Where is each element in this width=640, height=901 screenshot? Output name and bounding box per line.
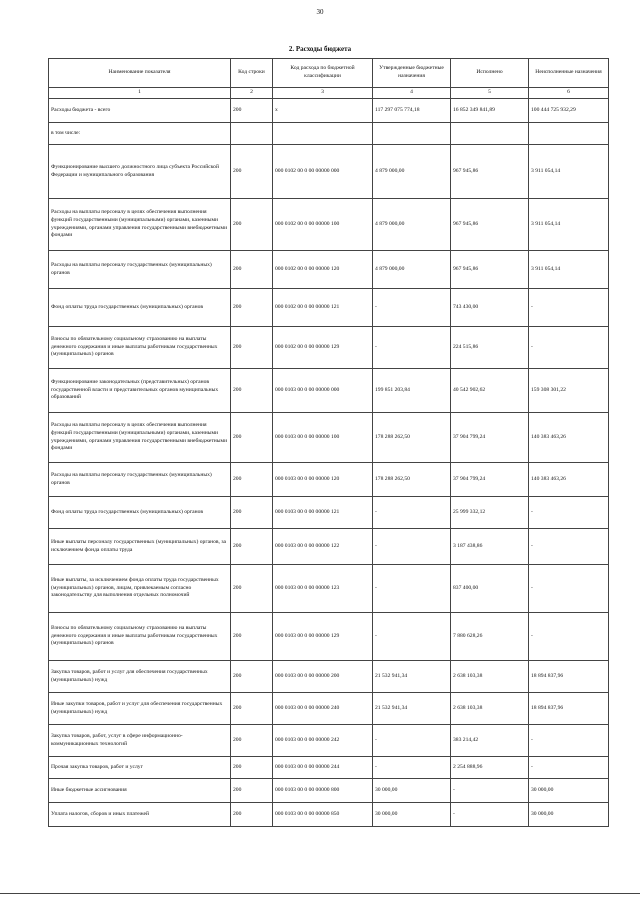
column-number: 5	[451, 88, 529, 99]
row-executed: 7 880 628,26	[451, 613, 529, 661]
row-expense-code: 000 0102 00 0 00 00000 000	[273, 145, 373, 199]
row-line-code: 200	[231, 779, 273, 803]
row-executed: 37 904 799,24	[451, 413, 529, 463]
table-row	[49, 369, 609, 413]
row-approved: -	[373, 529, 451, 565]
row-line-code: 200	[231, 327, 273, 369]
row-approved: 178 288 262,50	[373, 463, 451, 497]
row-approved: -	[373, 613, 451, 661]
table-row	[49, 463, 609, 497]
row-unexecuted	[529, 123, 609, 145]
table-row	[49, 725, 609, 757]
section-title: 2. Расходы бюджета	[288, 45, 352, 53]
row-expense-code: 000 0102 00 0 00 00000 120	[273, 251, 373, 289]
table-row	[49, 413, 609, 463]
header-executed: Исполнено	[451, 59, 529, 88]
row-name: Уплата налогов, сборов и иных платежей	[49, 803, 231, 827]
row-line-code: 200	[231, 565, 273, 613]
row-unexecuted: 159 308 301,22	[529, 369, 609, 413]
row-approved: 4 879 000,00	[373, 199, 451, 251]
header-indicator-name: Наименование показателя	[49, 59, 231, 88]
row-approved: 199 851 203,84	[373, 369, 451, 413]
row-unexecuted: 140 383 463,26	[529, 413, 609, 463]
row-name: Расходы бюджета - всего	[49, 99, 231, 123]
row-expense-code: 000 0103 00 0 00 00000 123	[273, 565, 373, 613]
row-approved	[373, 123, 451, 145]
row-executed: 3 187 438,86	[451, 529, 529, 565]
row-approved: -	[373, 725, 451, 757]
row-name: в том числе:	[49, 123, 231, 145]
row-approved: 178 288 262,50	[373, 413, 451, 463]
row-executed: 967 945,86	[451, 251, 529, 289]
row-executed: 743 430,00	[451, 289, 529, 327]
row-name: Расходы на выплаты персоналу в целях обеспечения выполнения функций государственными (муниципальными) органами, казенными учреждениями, органами управления государственными внебюджетными фондами	[49, 413, 231, 463]
row-expense-code: 000 0103 00 0 00 00000 120	[273, 463, 373, 497]
column-number: 2	[231, 88, 273, 99]
row-unexecuted: 3 911 054,14	[529, 251, 609, 289]
row-expense-code: 000 0103 00 0 00 00000 121	[273, 497, 373, 529]
row-unexecuted: 18 894 837,96	[529, 661, 609, 693]
row-line-code: 200	[231, 289, 273, 327]
row-line-code: 200	[231, 145, 273, 199]
row-expense-code: 000 0103 00 0 00 00000 800	[273, 779, 373, 803]
row-executed: 2 638 103,38	[451, 693, 529, 725]
row-approved: -	[373, 497, 451, 529]
row-unexecuted: -	[529, 327, 609, 369]
bottom-rule	[0, 893, 640, 894]
row-unexecuted: -	[529, 529, 609, 565]
row-line-code: 200	[231, 99, 273, 123]
row-expense-code: 000 0103 00 0 00 00000 244	[273, 757, 373, 779]
row-line-code: 200	[231, 613, 273, 661]
row-approved: 4 879 000,00	[373, 145, 451, 199]
column-number: 3	[273, 88, 373, 99]
row-unexecuted: -	[529, 757, 609, 779]
row-executed: 967 945,86	[451, 199, 529, 251]
column-number: 1	[49, 88, 231, 99]
row-line-code: 200	[231, 199, 273, 251]
row-approved: -	[373, 757, 451, 779]
row-expense-code: 000 0103 00 0 00 00000 122	[273, 529, 373, 565]
row-name: Иные выплаты, за исключением фонда оплаты труда государственных (муниципальных) органов, лицам, привлекаемым согласно законодательству для выполнения отдельных полномочий	[49, 565, 231, 613]
row-executed: 2 638 103,38	[451, 661, 529, 693]
row-approved: -	[373, 327, 451, 369]
row-approved: 30 000,00	[373, 803, 451, 827]
row-line-code: 200	[231, 803, 273, 827]
row-expense-code	[273, 123, 373, 145]
row-executed: 16 852 349 841,89	[451, 99, 529, 123]
table-row	[49, 123, 609, 145]
table-row	[49, 779, 609, 803]
row-name: Взносы по обязательному социальному страхованию на выплаты денежного содержания и иные выплаты работникам государственных (муниципальных) органов	[49, 613, 231, 661]
row-unexecuted: -	[529, 613, 609, 661]
row-name: Иные выплаты персоналу государственных (муниципальных) органов, за исключением фонда оплаты труда	[49, 529, 231, 565]
row-unexecuted: 18 894 837,96	[529, 693, 609, 725]
table-row	[49, 661, 609, 693]
row-unexecuted: -	[529, 289, 609, 327]
row-unexecuted: -	[529, 725, 609, 757]
row-unexecuted: -	[529, 497, 609, 529]
table-row	[49, 757, 609, 779]
row-unexecuted: 3 911 054,14	[529, 145, 609, 199]
table-row	[49, 327, 609, 369]
row-line-code: 200	[231, 251, 273, 289]
row-expense-code: 000 0102 00 0 00 00000 121	[273, 289, 373, 327]
row-line-code: 200	[231, 463, 273, 497]
header-line-code: Код строки	[231, 59, 273, 88]
row-name: Взносы по обязательному социальному страхованию на выплаты денежного содержания и иные выплаты работникам государственных (муниципальных) органов	[49, 327, 231, 369]
table-row	[49, 613, 609, 661]
row-unexecuted: 30 000,00	[529, 803, 609, 827]
row-expense-code: 000 0103 00 0 00 00000 000	[273, 369, 373, 413]
page-number: 30	[316, 8, 324, 16]
row-name: Закупка товаров, работ и услуг для обеспечения государственных (муниципальных) нужд	[49, 661, 231, 693]
row-executed: 2 254 888,96	[451, 757, 529, 779]
row-expense-code: 000 0103 00 0 00 00000 100	[273, 413, 373, 463]
row-line-code: 200	[231, 757, 273, 779]
row-line-code	[231, 123, 273, 145]
row-unexecuted: -	[529, 565, 609, 613]
row-line-code: 200	[231, 693, 273, 725]
header-approved: Утвержденные бюджетные назначения	[373, 59, 451, 88]
row-approved: 21 532 941,34	[373, 693, 451, 725]
table-row	[49, 803, 609, 827]
row-expense-code: 000 0102 00 0 00 00000 129	[273, 327, 373, 369]
row-name: Функционирование законодательных (представительных) органов государственной власти и представительных органов муниципальных образований	[49, 369, 231, 413]
row-executed: 25 999 332,12	[451, 497, 529, 529]
table-row	[49, 251, 609, 289]
row-approved: 21 532 941,34	[373, 661, 451, 693]
header-expense-code: Код расхода по бюджетной классификации	[273, 59, 373, 88]
row-line-code: 200	[231, 725, 273, 757]
row-name: Расходы на выплаты персоналу государственных (муниципальных) органов	[49, 463, 231, 497]
row-expense-code: 000 0103 00 0 00 00000 200	[273, 661, 373, 693]
table-row	[49, 693, 609, 725]
row-expense-code: 000 0103 00 0 00 00000 240	[273, 693, 373, 725]
table-row	[49, 529, 609, 565]
row-name: Фонд оплаты труда государственных (муниципальных) органов	[49, 497, 231, 529]
row-name: Функционирование высшего должностного лица субъекта Российской Федерации и муниципального образования	[49, 145, 231, 199]
row-name: Иные бюджетные ассигнования	[49, 779, 231, 803]
row-executed: 967 945,86	[451, 145, 529, 199]
table-row	[49, 565, 609, 613]
row-approved: -	[373, 289, 451, 327]
row-line-code: 200	[231, 413, 273, 463]
row-name: Прочая закупка товаров, работ и услуг	[49, 757, 231, 779]
header-unexecuted: Неисполненные назначения	[529, 59, 609, 88]
row-name: Фонд оплаты труда государственных (муниципальных) органов	[49, 289, 231, 327]
row-expense-code: 000 0102 00 0 00 00000 100	[273, 199, 373, 251]
row-name: Закупка товаров, работ, услуг в сфере информационно-коммуникационных технологий	[49, 725, 231, 757]
row-executed: -	[451, 803, 529, 827]
row-name: Расходы на выплаты персоналу в целях обеспечения выполнения функций государственными (муниципальными) органами, казенными учреждениями, органами управления государственными внебюджетными фондами	[49, 199, 231, 251]
row-unexecuted: 140 383 463,26	[529, 463, 609, 497]
row-executed: 224 515,86	[451, 327, 529, 369]
budget-expenses-table	[48, 58, 609, 827]
row-expense-code: 000 0103 00 0 00 00000 242	[273, 725, 373, 757]
row-approved: -	[373, 565, 451, 613]
row-expense-code: x	[273, 99, 373, 123]
table-row	[49, 289, 609, 327]
row-line-code: 200	[231, 661, 273, 693]
row-executed: 383 214,42	[451, 725, 529, 757]
table-row	[49, 99, 609, 123]
column-number: 4	[373, 88, 451, 99]
row-approved: 117 297 075 774,18	[373, 99, 451, 123]
row-expense-code: 000 0103 00 0 00 00000 129	[273, 613, 373, 661]
row-approved: 30 000,00	[373, 779, 451, 803]
row-expense-code: 000 0103 00 0 00 00000 850	[273, 803, 373, 827]
row-name: Иные закупки товаров, работ и услуг для обеспечения государственных (муниципальных) нужд	[49, 693, 231, 725]
row-executed: 837 400,00	[451, 565, 529, 613]
table-row	[49, 497, 609, 529]
table-row	[49, 199, 609, 251]
row-unexecuted: 30 000,00	[529, 779, 609, 803]
table-row	[49, 145, 609, 199]
row-line-code: 200	[231, 529, 273, 565]
row-unexecuted: 3 911 054,14	[529, 199, 609, 251]
row-name: Расходы на выплаты персоналу государственных (муниципальных) органов	[49, 251, 231, 289]
row-line-code: 200	[231, 497, 273, 529]
row-unexecuted: 100 444 725 932,29	[529, 99, 609, 123]
row-executed: 40 542 902,62	[451, 369, 529, 413]
column-number: 6	[529, 88, 609, 99]
row-line-code: 200	[231, 369, 273, 413]
row-executed	[451, 123, 529, 145]
row-executed: -	[451, 779, 529, 803]
row-approved: 4 879 000,00	[373, 251, 451, 289]
row-executed: 37 904 799,24	[451, 463, 529, 497]
